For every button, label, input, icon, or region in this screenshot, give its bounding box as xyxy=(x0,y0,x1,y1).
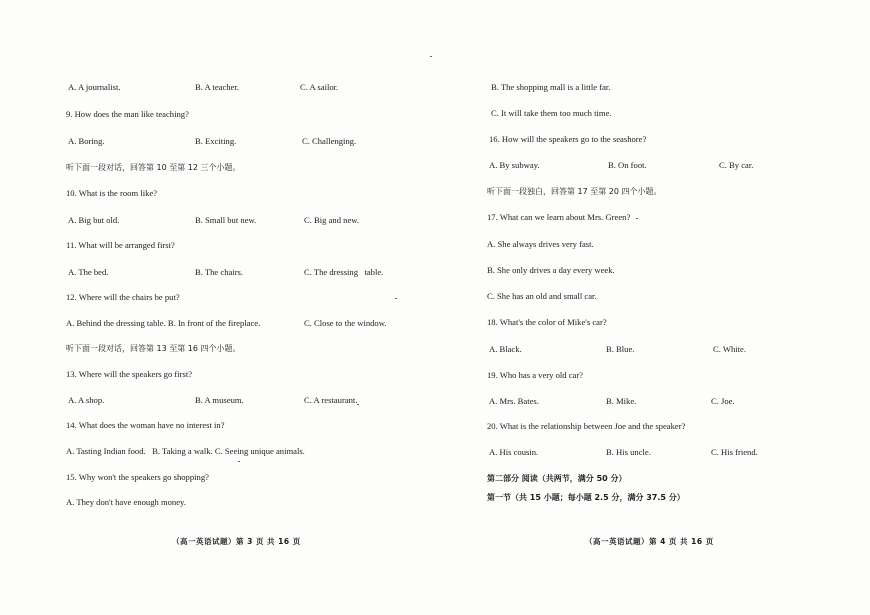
question-12: 12. Where will the chairs be put? xyxy=(66,292,180,302)
option-b: B. The chairs. xyxy=(195,267,244,277)
part-2-heading: 第二部分 阅读（共两节，满分 50 分） xyxy=(487,474,627,483)
question-15: 15. Why won't the speakers go shopping? xyxy=(66,472,209,482)
option-a: A. Mrs. Bates. xyxy=(489,396,539,406)
option-b: B. Blue. xyxy=(606,344,635,354)
option-a-b: A. Behind the dressing table. B. In front of the fireplace. xyxy=(66,318,261,328)
question-13: 13. Where will the speakers go first? xyxy=(66,369,193,379)
option-a: A. A shop. xyxy=(68,395,105,405)
option-a: A. Boring. xyxy=(68,136,105,146)
instruction-13-16: 听下面一段对话，回答第 13 至第 16 四个小题。 xyxy=(66,344,241,353)
option-c: C. Challenging. xyxy=(302,136,357,146)
option-a: A. The bed. xyxy=(68,267,109,277)
option-a: A. By subway. xyxy=(489,160,540,170)
option-a: A. Big but old. xyxy=(68,215,120,225)
option-c: C. A sailor. xyxy=(300,82,339,92)
question-19: 19. Who has a very old car? xyxy=(487,370,584,380)
q17-option-a: A. She always drives very fast. xyxy=(487,239,594,249)
option-c: C. By car. xyxy=(719,160,754,170)
question-17: 17. What can we learn about Mrs. Green? xyxy=(487,212,631,222)
option-b: B. Small but new. xyxy=(195,215,257,225)
instruction-10-12: 听下面一段对话，回答第 10 至第 12 三个小题。 xyxy=(66,163,241,172)
option-b: B. Mike. xyxy=(606,396,637,406)
option-c: C. His friend. xyxy=(711,447,758,457)
scan-speck xyxy=(238,461,240,462)
question-14: 14. What does the woman have no interest in? xyxy=(66,420,225,430)
option-a: A. Black. xyxy=(489,344,522,354)
question-18: 18. What's the color of Mike's car? xyxy=(487,317,607,327)
question-11: 11. What will be arranged first? xyxy=(66,240,175,250)
question-9: 9. How does the man like teaching? xyxy=(66,109,189,119)
option-c: C. A restaurant. xyxy=(304,395,358,405)
scan-speck xyxy=(430,56,432,57)
page-4 xyxy=(487,0,867,615)
option-b: B. Exciting. xyxy=(195,136,237,146)
page-3 xyxy=(66,0,426,615)
option-c: C. Joe. xyxy=(711,396,735,406)
page-footer: （高一英语试题）第 4 页 共 16 页 xyxy=(585,537,714,546)
q15-option-b: B. The shopping mall is a little far. xyxy=(491,82,611,92)
option-b: B. On foot. xyxy=(608,160,647,170)
scan-speck xyxy=(395,298,397,299)
question-20: 20. What is the relationship between Joe and the speaker? xyxy=(487,421,686,431)
q17-option-c: C. She has an old and small car. xyxy=(487,291,597,301)
option-c: C. Big and new. xyxy=(304,215,360,225)
instruction-17-20: 听下面一段独白，回答第 17 至第 20 四个小题。 xyxy=(487,187,662,196)
scan-speck xyxy=(636,218,638,219)
option-c: C. Close to the window. xyxy=(304,318,387,328)
option-a: A. A journalist. xyxy=(68,82,121,92)
option-b: B. A museum. xyxy=(195,395,244,405)
option-b: B. A teacher. xyxy=(195,82,239,92)
page-footer: （高一英语试题）第 3 页 共 16 页 xyxy=(172,537,301,546)
option-b: B. His uncle. xyxy=(606,447,651,457)
section-1-heading: 第一节（共 15 小题；每小题 2.5 分，满分 37.5 分） xyxy=(487,493,685,502)
option-c: C. The dressing table. xyxy=(304,267,384,277)
q15-option-a: A. They don't have enough money. xyxy=(66,497,186,507)
option-a: A. His cousin. xyxy=(489,447,539,457)
q14-options: A. Tasting Indian food. B. Taking a walk. C. Seeing unique animals. xyxy=(66,446,305,456)
q15-option-c: C. It will take them too much time. xyxy=(491,108,612,118)
q17-option-b: B. She only drives a day every week. xyxy=(487,265,615,275)
question-16: 16. How will the speakers go to the seashore? xyxy=(489,134,647,144)
scan-speck xyxy=(357,404,359,405)
question-10: 10. What is the room like? xyxy=(66,188,158,198)
option-c: C. White. xyxy=(713,344,747,354)
